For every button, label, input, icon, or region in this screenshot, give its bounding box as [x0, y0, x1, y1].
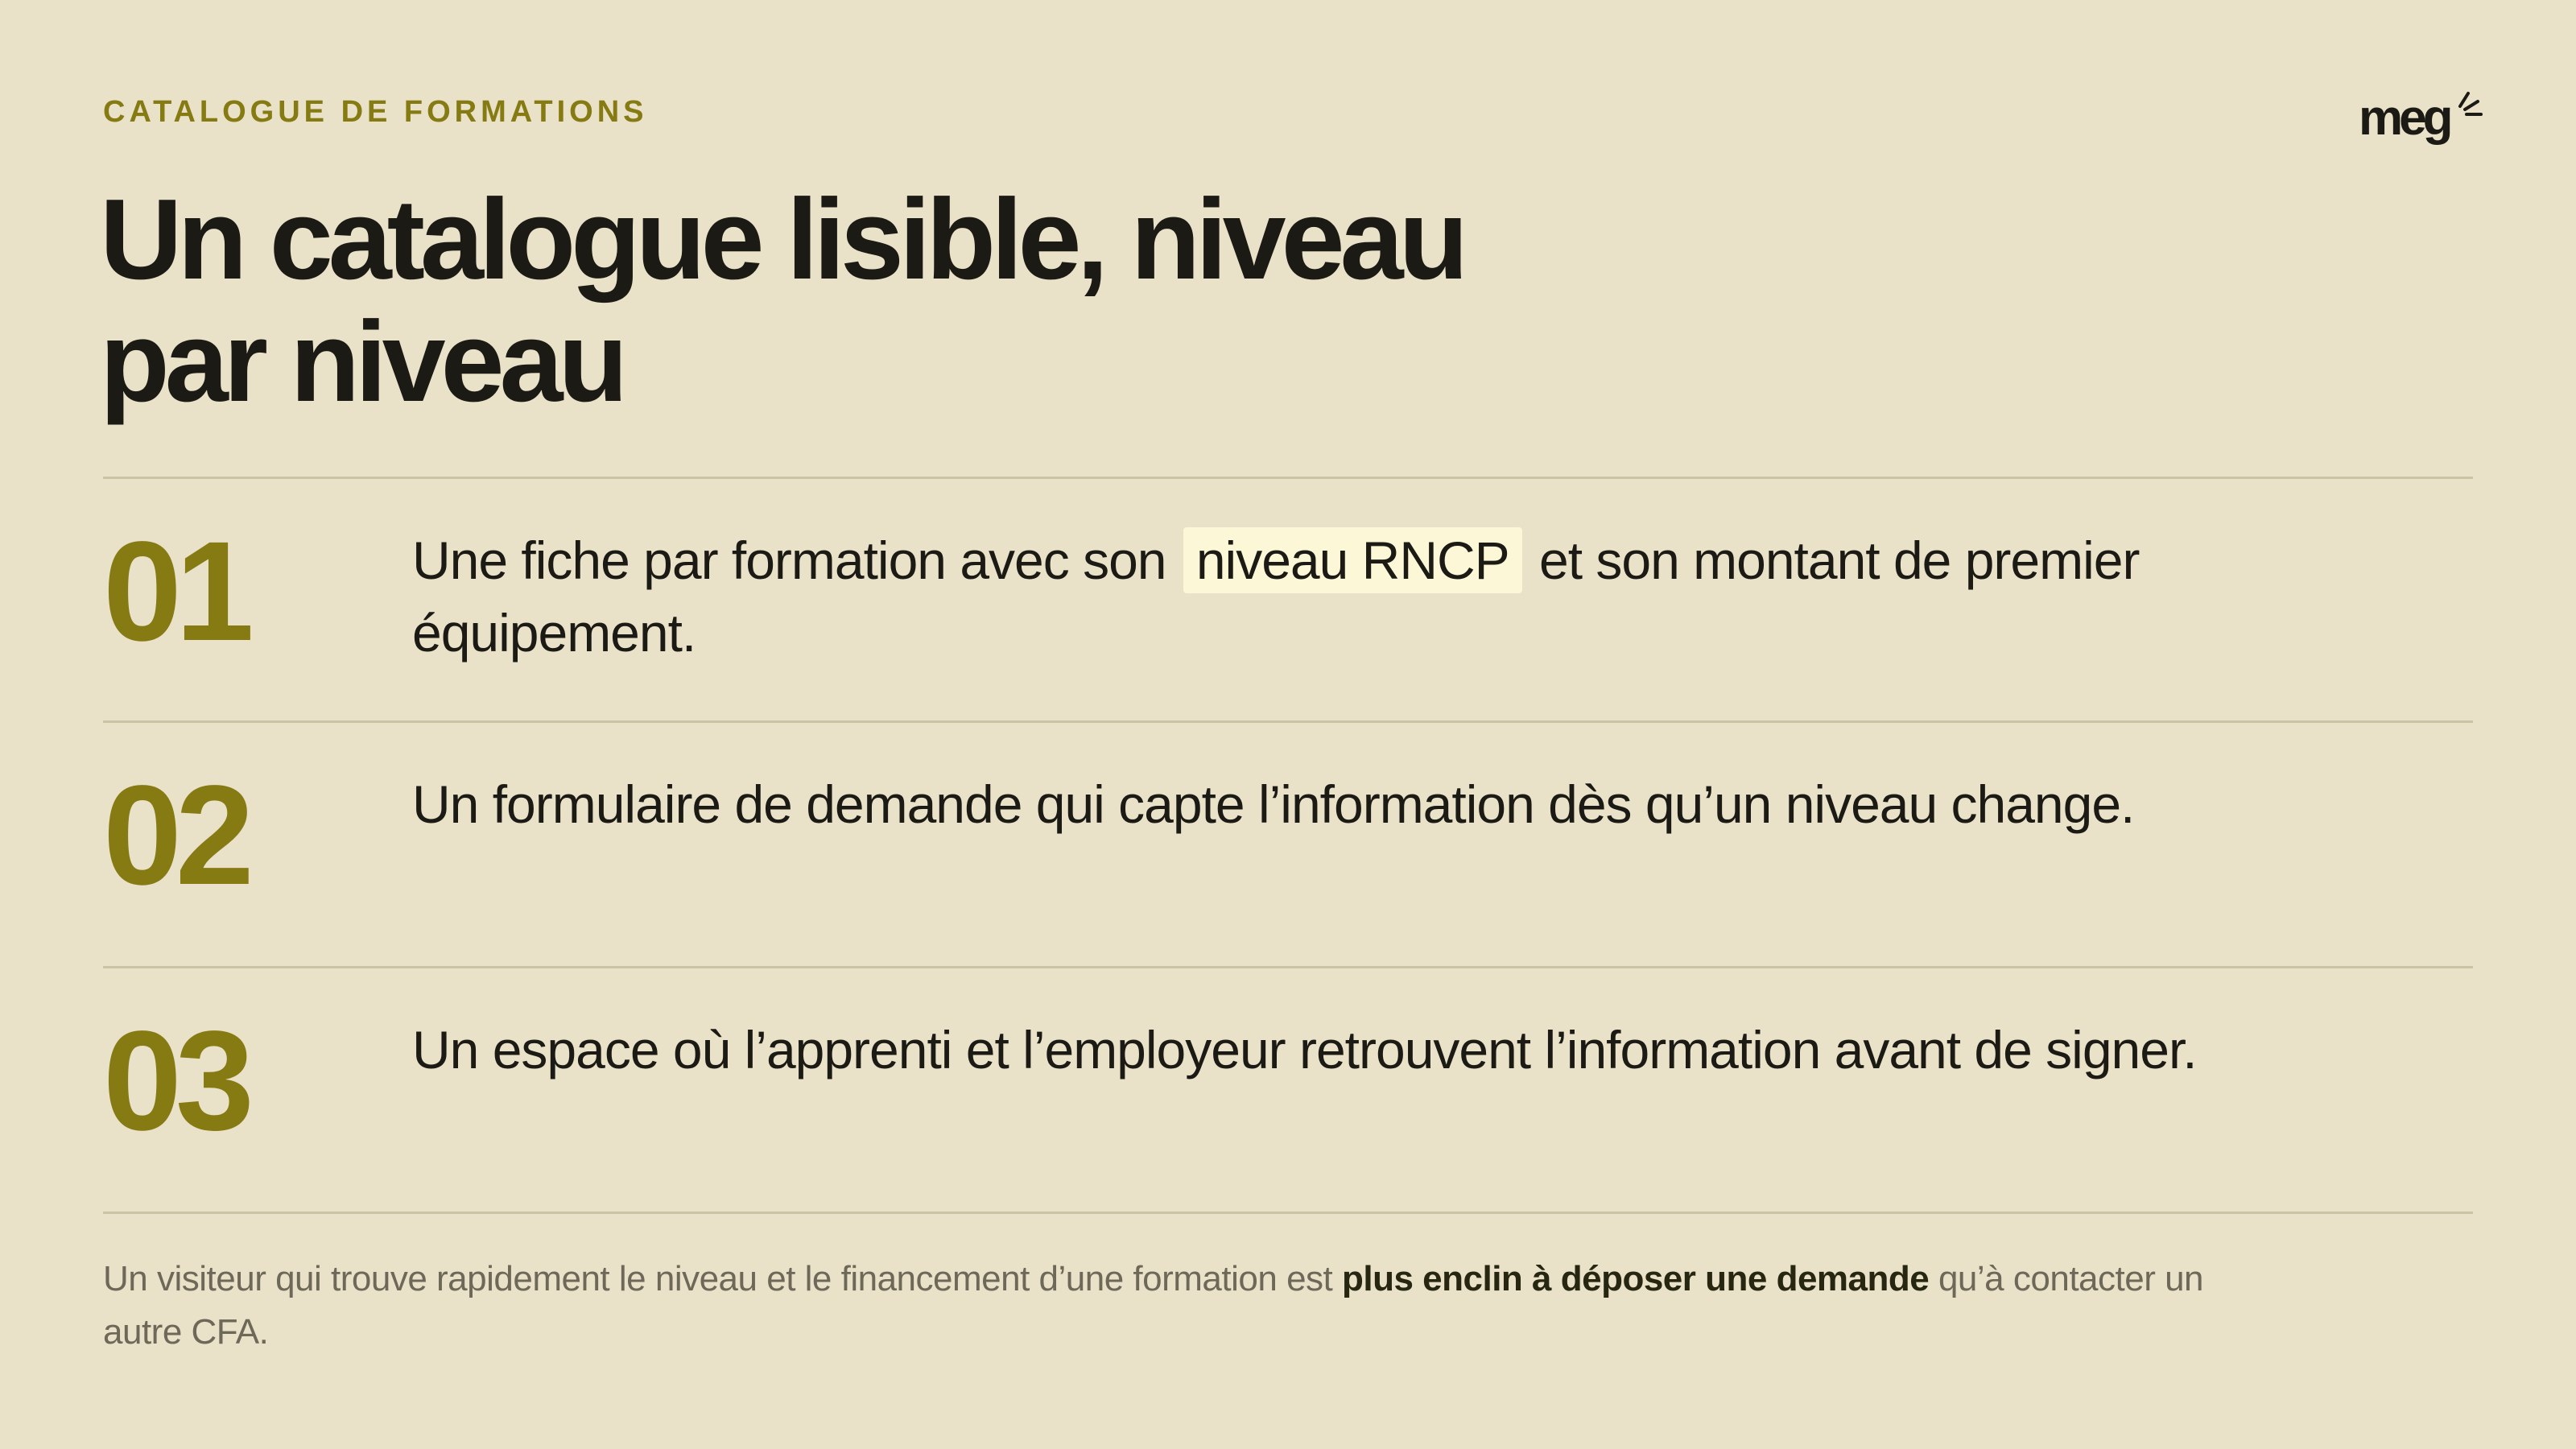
brand-logo: [2359, 90, 2479, 155]
item-text-before: Une fiche par formation avec son: [412, 530, 1180, 590]
spark-icon: [2454, 90, 2483, 119]
item-text: Un espace où l’apprenti et l’employeur retrouvent l’information avant de signer.: [412, 1020, 2197, 1080]
highlight-tag: niveau RNCP: [1183, 527, 1522, 593]
footer-note: [103, 1253, 2260, 1359]
title-line-1: Un catalogue lisible, niveau: [100, 175, 1464, 303]
page-title: [100, 175, 1464, 426]
item-text-after: et son montant de premier équipement.: [412, 530, 2140, 663]
item-text: Un formulaire de demande qui capte l’information dès qu’un niveau change.: [412, 774, 2135, 834]
list-item-01: [103, 479, 2473, 720]
item-number: 02: [103, 757, 248, 914]
divider: [103, 1212, 2473, 1214]
eyebrow-label: CATALOGUE DE FORMATIONS: [103, 95, 648, 129]
footer-text-after: qu’à contacter un autre CFA.: [103, 1259, 2204, 1352]
item-text: [412, 524, 2344, 669]
item-number: 03: [103, 1002, 248, 1160]
footer-emphasis: plus enclin à déposer une demande: [1341, 1259, 1930, 1298]
list-item-02: [103, 723, 2473, 964]
list-item-03: [103, 968, 2473, 1210]
item-number: 01: [103, 513, 248, 671]
title-line-2: par niveau: [100, 298, 624, 426]
footer-text-before: Un visiteur qui trouve rapidement le niveau et le financement d’une formation est: [103, 1259, 1342, 1298]
logo-wordmark: meg: [2359, 90, 2450, 146]
